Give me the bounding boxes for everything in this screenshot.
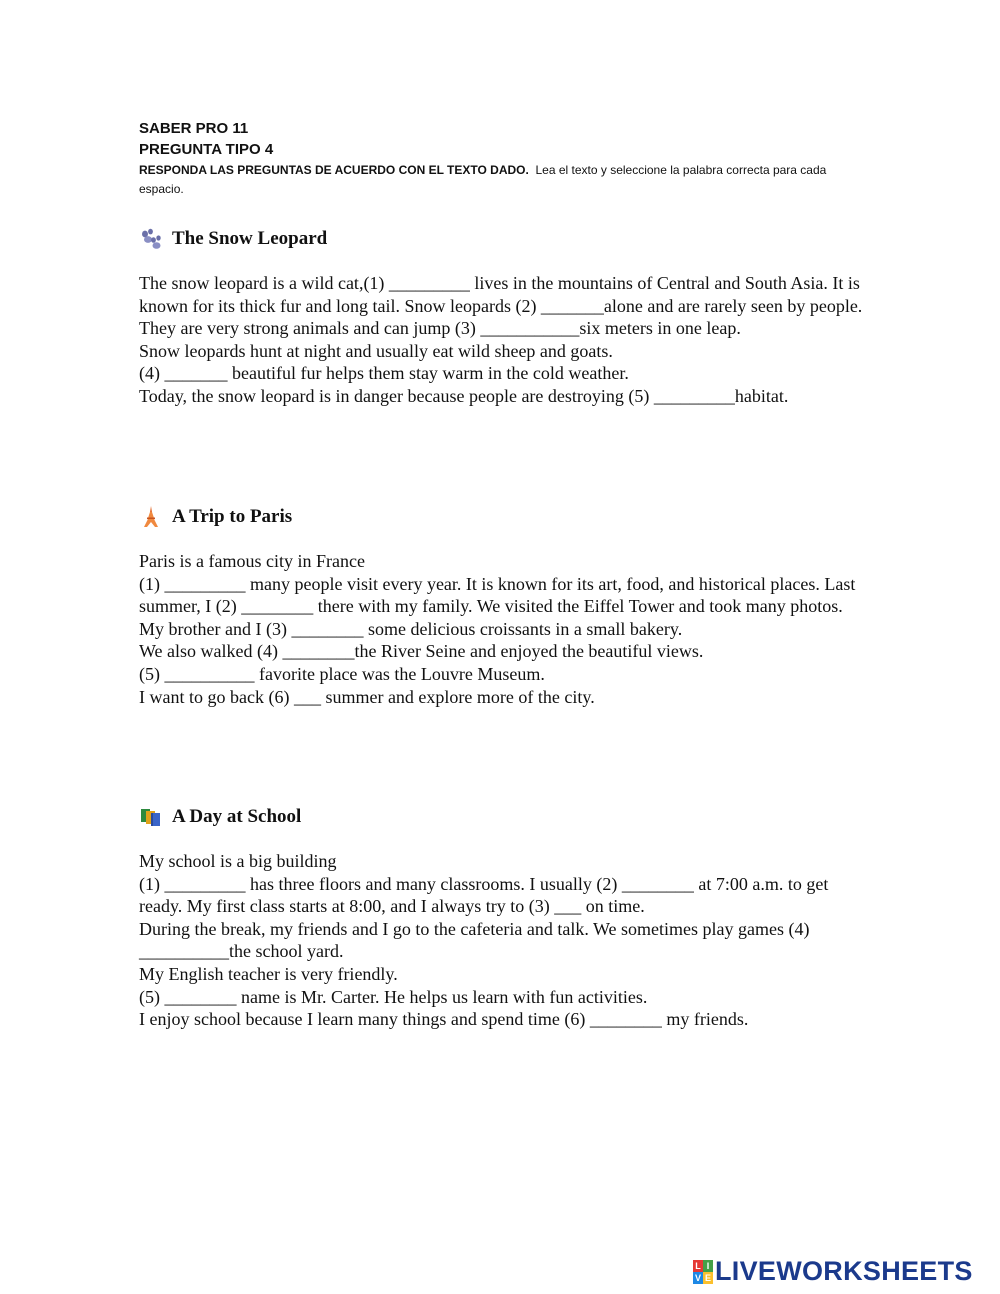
paragraph: My English teacher is very friendly.	[139, 963, 398, 984]
paragraph: (1) _________ many people visit every year. It is known for its art, food, and historical places. Last summer, I (2) ________ there with my family. We visited the Eiffel Tower and took many photos. My brother and I (3) ________ some delicious croissants in a small bakery.	[139, 573, 856, 639]
section-body	[139, 272, 869, 408]
instructions-bold: RESPONDA LAS PREGUNTAS DE ACUERDO CON EL TEXTO DADO.	[139, 163, 529, 177]
paragraph: Snow leopards hunt at night and usually eat wild sheep and goats.	[139, 340, 613, 361]
section-body	[139, 550, 869, 708]
instructions-text: Lea el texto y seleccione la palabra correcta para cada espacio.	[139, 163, 827, 196]
section-title-text: A Day at School	[172, 806, 302, 827]
paragraph: They are very strong animals and can jump (3) ___________six meters in one leap.	[139, 318, 741, 339]
liveworksheets-logo	[693, 1256, 973, 1287]
paragraph: I enjoy school because I learn many things and spend time (6) ________ my friends.	[139, 1009, 749, 1030]
paragraph: The snow leopard is a wild cat,(1) _________ lives in the mountains of Central and South Asia. It is known for its thick fur and long tail. Snow leopards (2) _______alone and are rarely seen by people.	[139, 273, 863, 316]
books-icon	[139, 806, 163, 828]
paragraph: My school is a big building	[139, 851, 337, 871]
section-title	[139, 504, 869, 530]
logo-badge-letter: E	[704, 1272, 711, 1283]
paragraph: (5) ________ name is Mr. Carter. He helps us learn with fun activities.	[139, 986, 648, 1007]
paragraph: Paris is a famous city in France	[139, 551, 365, 571]
section-title-text: A Trip to Paris	[172, 506, 293, 527]
paragraph: (4) _______ beautiful fur helps them stay warm in the cold weather.	[139, 363, 629, 384]
paragraph: We also walked (4) ________the River Seine and enjoyed the beautiful views.	[139, 641, 704, 662]
instructions	[139, 161, 859, 199]
logo-badge-letter: V	[694, 1272, 701, 1283]
section-title	[139, 226, 869, 252]
logo-badge-letter: L	[693, 1260, 703, 1272]
eiffel-tower-icon	[139, 506, 163, 528]
logo-badge-letter: I	[703, 1260, 713, 1272]
paragraph: Today, the snow leopard is in danger because people are destroying (5) _________habitat.	[139, 385, 789, 406]
paragraph: During the break, my friends and I go to the cafeteria and talk. We sometimes play games (4) __________the school yard.	[139, 918, 810, 962]
logo-badge	[693, 1260, 713, 1284]
paw-prints-icon	[139, 228, 163, 250]
exam-title: SABER PRO 11	[139, 120, 249, 137]
section-title-text: The Snow Leopard	[172, 228, 328, 249]
section-title	[139, 804, 869, 830]
section-snow-leopard	[139, 226, 869, 408]
paragraph: (5) __________ favorite place was the Louvre Museum.	[139, 663, 545, 684]
section-day-at-school	[139, 804, 869, 1031]
section-body	[139, 850, 869, 1031]
paragraph: (1) _________ has three floors and many classrooms. I usually (2) ________ at 7:00 a.m. to get ready. My first class starts at 8:00, and I always try to (3) ___ on time.	[139, 873, 829, 917]
worksheet-header	[139, 118, 859, 199]
section-trip-to-paris	[139, 504, 869, 708]
paragraph: I want to go back (6) ___ summer and explore more of the city.	[139, 686, 595, 707]
question-type: PREGUNTA TIPO 4	[139, 141, 274, 158]
logo-wordmark: LIVEWORKSHEETS	[715, 1256, 973, 1286]
